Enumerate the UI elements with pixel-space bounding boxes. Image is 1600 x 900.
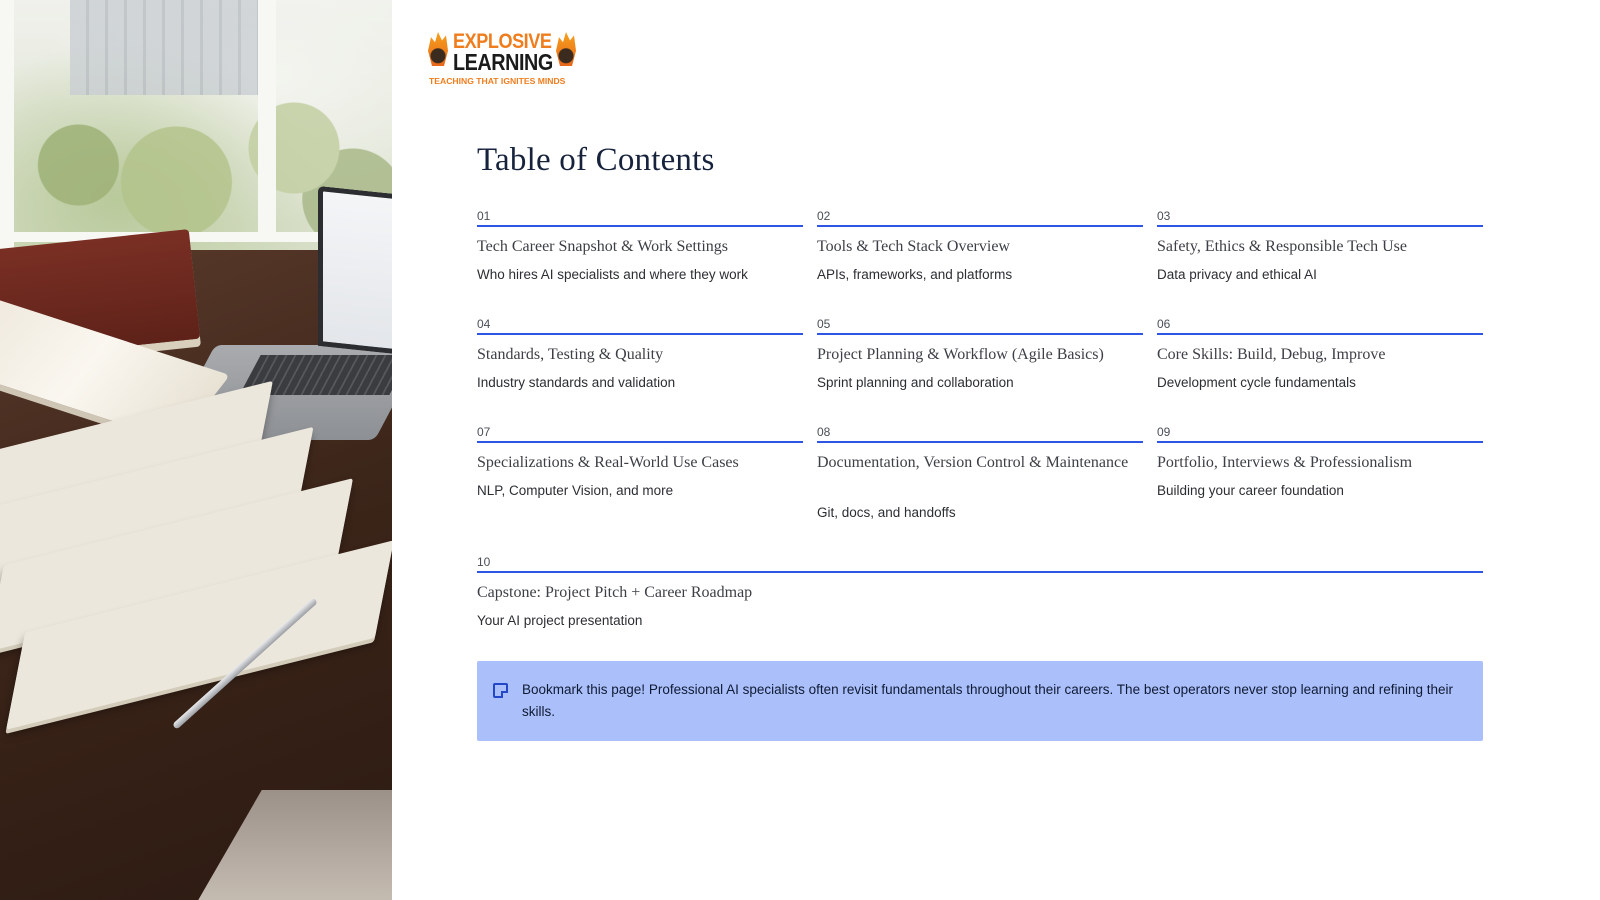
toc-number: 01 (477, 208, 803, 227)
toc-number: 05 (817, 316, 1143, 335)
toc-item[interactable] (817, 208, 1143, 316)
flame-icon (556, 32, 576, 66)
toc-item[interactable] (477, 554, 1483, 629)
toc-item[interactable] (817, 424, 1143, 554)
toc-row (477, 554, 1483, 629)
bookmark-callout (477, 661, 1483, 741)
toc-description: Building your career foundation (1157, 483, 1344, 498)
toc-title: Standards, Testing & Quality (477, 346, 664, 363)
toc-item[interactable] (1157, 208, 1483, 316)
laptop-screen (318, 186, 392, 354)
page-title: Table of Contents (477, 142, 715, 178)
toc-number: 08 (817, 424, 1143, 443)
hero-photo (0, 0, 392, 900)
toc-item[interactable] (477, 208, 803, 316)
toc-row (477, 208, 1483, 316)
toc-number: 06 (1157, 316, 1483, 335)
toc-row (477, 424, 1483, 554)
toc-number: 07 (477, 424, 803, 443)
toc-description: Development cycle fundamentals (1157, 375, 1356, 390)
toc-description: Sprint planning and collaboration (817, 375, 1014, 390)
toc-number: 04 (477, 316, 803, 335)
toc-title: Tools & Tech Stack Overview (817, 238, 1010, 255)
brand-logo (428, 30, 578, 92)
toc-description: Industry standards and validation (477, 375, 676, 390)
toc-description: NLP, Computer Vision, and more (477, 483, 674, 498)
toc-title: Project Planning & Workflow (Agile Basics) (817, 346, 1104, 363)
toc-item[interactable] (1157, 424, 1483, 554)
toc-description: Git, docs, and handoffs (817, 505, 956, 520)
toc-title: Core Skills: Build, Debug, Improve (1157, 346, 1386, 363)
toc-item[interactable] (1157, 316, 1483, 424)
toc-title: Capstone: Project Pitch + Career Roadmap (477, 584, 753, 601)
note-icon (493, 683, 508, 698)
toc-description: Data privacy and ethical AI (1157, 267, 1317, 282)
toc-grid (477, 208, 1483, 629)
toc-title: Specializations & Real-World Use Cases (477, 454, 739, 471)
flame-icon (428, 32, 448, 66)
toc-description: Your AI project presentation (477, 613, 643, 628)
toc-description: Who hires AI specialists and where they work (477, 267, 748, 282)
logo-word-learning: LEARNING (453, 49, 553, 75)
toc-title: Portfolio, Interviews & Professionalism (1157, 454, 1413, 471)
toc-title: Tech Career Snapshot & Work Settings (477, 238, 729, 255)
toc-item[interactable] (817, 316, 1143, 424)
toc-title: Documentation, Version Control & Maintenance (817, 454, 1129, 471)
logo-word-explosive: EXPLOSIVE (453, 30, 552, 53)
toc-number: 10 (477, 554, 1483, 573)
toc-description: APIs, frameworks, and platforms (817, 267, 1013, 282)
logo-tagline: TEACHING THAT IGNITES MINDS (429, 76, 566, 86)
toc-number: 09 (1157, 424, 1483, 443)
callout-text: Bookmark this page! Professional AI specialists often revisit fundamentals throughout their careers. The best operators never stop learning and refining their skills. (522, 682, 1454, 719)
toc-number: 02 (817, 208, 1143, 227)
toc-item[interactable] (477, 316, 803, 424)
toc-row (477, 316, 1483, 424)
toc-number: 03 (1157, 208, 1483, 227)
toc-item[interactable] (477, 424, 803, 554)
toc-title: Safety, Ethics & Responsible Tech Use (1157, 238, 1407, 255)
